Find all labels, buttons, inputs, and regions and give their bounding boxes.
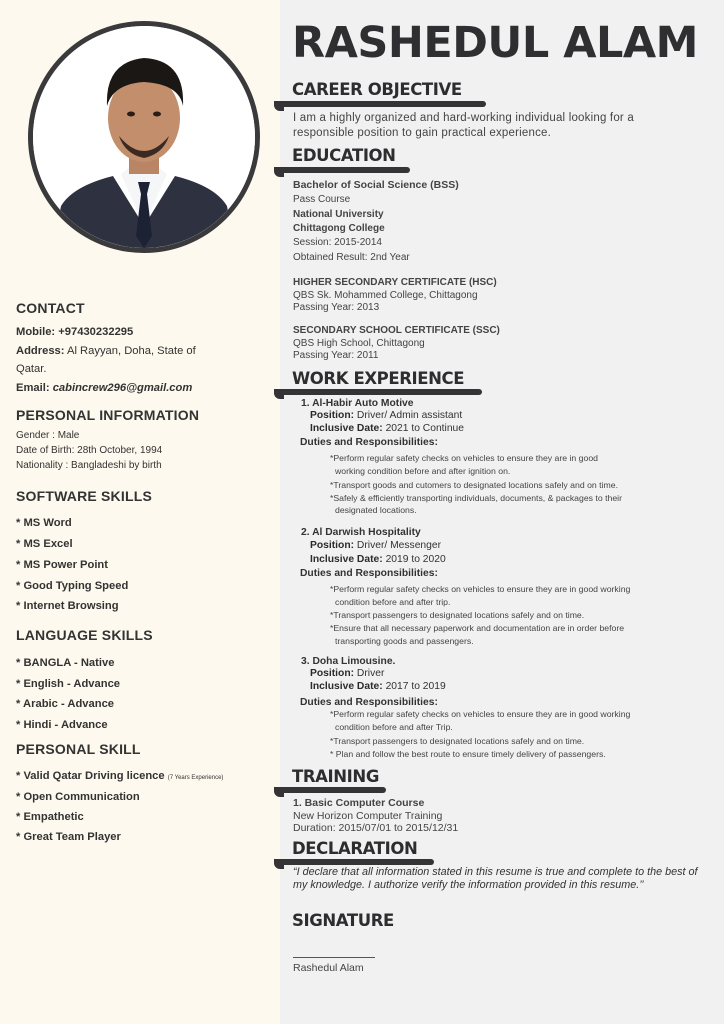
duty-line: working condition before and after ignition on. — [335, 466, 511, 476]
language-skill-item: * English - Advance — [16, 678, 121, 690]
mobile-value: +97430232295 — [58, 326, 134, 338]
work-experience-heading: WORK EXPERIENCE — [292, 369, 465, 388]
job-title: 1. Al-Habir Auto Motive — [301, 398, 414, 409]
bss-title: Bachelor of Social Science (BSS) — [293, 179, 459, 191]
personal-skill-item: * Great Team Player — [16, 831, 121, 843]
software-skill-item: * MS Word — [16, 517, 72, 529]
duty-line: *Perform regular safety checks on vehicles to ensure they are in good — [330, 453, 599, 463]
personal-skill-driving — [16, 767, 223, 788]
personal-skill-item: * Empathetic — [16, 811, 84, 823]
personal-info-gender: Gender : Male — [16, 430, 80, 441]
section-underline — [276, 167, 410, 173]
ssc-school: QBS High School, Chittagong — [293, 338, 425, 349]
personal-info-dob: Date of Birth: 28th October, 1994 — [16, 445, 163, 456]
position-value: Driver — [356, 668, 385, 679]
ssc-year: Passing Year: 2011 — [293, 350, 379, 361]
training-duration: Duration: 2015/07/01 to 2015/12/31 — [293, 822, 459, 834]
duty-line: *Safely & efficiently transporting individuals, documents, & packages to their — [330, 493, 622, 503]
duty-line: *Transport goods and cutomers to designated locations safely and on time. — [330, 480, 618, 490]
address-line1: Al Rayyan, Doha, State of — [67, 345, 196, 357]
job-date — [310, 553, 446, 567]
career-objective-line2: responsible position to gain practical experience. — [293, 127, 552, 139]
position-value: Driver/ Messenger — [356, 540, 442, 551]
contact-address-line2: Qatar. — [16, 363, 47, 375]
driving-licence-note: (7 Years Experience) — [167, 775, 224, 781]
training-institute: New Horizon Computer Training — [293, 810, 443, 822]
ssc-title: SECONDARY SCHOOL CERTIFICATE (SSC) — [293, 325, 500, 336]
date-label: Inclusive Date: — [310, 681, 383, 692]
hsc-year: Passing Year: 2013 — [293, 302, 380, 313]
language-skill-item: * Arabic - Advance — [16, 698, 115, 710]
software-skills-heading: SOFTWARE SKILLS — [16, 488, 152, 504]
software-skill-item: * Good Typing Speed — [16, 580, 129, 592]
position-value: Driver/ Admin assistant — [356, 410, 463, 421]
duty-line: *Transport passengers to designated locations safely and on time. — [330, 736, 585, 746]
address-label: Address: — [16, 345, 65, 357]
contact-heading: CONTACT — [16, 300, 85, 316]
duties-label: Duties and Responsibilities: — [300, 697, 438, 708]
personal-skill-heading: PERSONAL SKILL — [16, 741, 141, 757]
signature-line — [293, 957, 375, 958]
contact-email — [16, 379, 192, 398]
education-heading: EDUCATION — [292, 146, 396, 165]
bss-course: Pass Course — [293, 194, 351, 205]
section-underline — [276, 859, 434, 865]
duty-line: condition before and after Trip. — [335, 722, 453, 732]
job-title: 3. Doha Limousine. — [301, 656, 396, 667]
date-value: 2019 to 2020 — [385, 554, 446, 565]
resume-name: RASHEDUL ALAM — [292, 18, 698, 68]
position-label: Position: — [310, 668, 355, 679]
job-title: 2. Al Darwish Hospitality — [301, 527, 421, 538]
section-underline — [276, 787, 386, 793]
duty-line: *Perform regular safety checks on vehicles to ensure they are in good working — [330, 584, 631, 594]
declaration-heading: DECLARATION — [292, 839, 418, 858]
hsc-title: HIGHER SECONDARY CERTIFICATE (HSC) — [293, 277, 497, 288]
section-underline — [276, 101, 486, 107]
personal-skill-item: * Open Communication — [16, 791, 140, 803]
date-label: Inclusive Date: — [310, 554, 383, 565]
position-label: Position: — [310, 410, 355, 421]
bss-result: Obtained Result: 2nd Year — [293, 252, 410, 263]
email-label: Email: — [16, 382, 50, 394]
job-position — [310, 667, 384, 681]
section-underline — [276, 389, 482, 395]
date-value: 2017 to 2019 — [385, 681, 446, 692]
language-skills-heading: LANGUAGE SKILLS — [16, 627, 153, 643]
email-value: cabincrew296@gmail.com — [52, 382, 193, 394]
duty-line: transporting goods and passengers. — [335, 636, 474, 646]
personal-info-nationality: Nationality : Bangladeshi by birth — [16, 460, 162, 471]
job-position — [310, 539, 441, 553]
bss-college: Chittagong College — [293, 223, 385, 234]
language-skill-item: * BANGLA - Native — [16, 657, 115, 669]
language-skill-item: * Hindi - Advance — [16, 719, 108, 731]
contact-mobile — [16, 323, 133, 342]
software-skill-item: * Internet Browsing — [16, 600, 119, 612]
job-date — [310, 680, 446, 694]
career-objective-heading: CAREER OBJECTIVE — [292, 80, 462, 99]
duty-line: designated locations. — [335, 505, 417, 515]
personal-info-heading: PERSONAL INFORMATION — [16, 407, 200, 423]
driving-licence-text: * Valid Qatar Driving licence — [16, 770, 165, 782]
job-date — [310, 422, 464, 436]
contact-address — [16, 342, 196, 361]
signature-heading: SIGNATURE — [292, 911, 394, 930]
declaration-text: “I declare that all information stated in this resume is true and complete to the best of my knowledge. I authorize verify the information provided in this resume.’’ — [293, 866, 698, 892]
software-skill-item: * MS Excel — [16, 538, 73, 550]
signature-name: Rashedul Alam — [293, 962, 364, 974]
duty-line: *Transport passengers to designated locations safely and on time. — [330, 610, 585, 620]
training-course: 1. Basic Computer Course — [293, 797, 425, 809]
career-objective-line1: I am a highly organized and hard-working individual looking for a — [293, 112, 634, 124]
duty-line: *Ensure that all necessary paperwork and documentation are in order before — [330, 623, 625, 633]
job-position — [310, 409, 462, 423]
hsc-college: QBS Sk. Mohammed College, Chittagong — [293, 290, 478, 301]
bss-university: National University — [293, 209, 384, 220]
duties-label: Duties and Responsibilities: — [300, 437, 438, 448]
training-heading: TRAINING — [292, 767, 379, 786]
duty-line: * Plan and follow the best route to ensure timely delivery of passengers. — [330, 749, 606, 759]
duty-line: *Perform regular safety checks on vehicles to ensure they are in good working — [330, 709, 631, 719]
mobile-label: Mobile: — [16, 326, 56, 338]
position-label: Position: — [310, 540, 355, 551]
profile-photo — [28, 21, 260, 253]
software-skill-item: * MS Power Point — [16, 559, 108, 571]
duties-label: Duties and Responsibilities: — [300, 568, 438, 579]
date-label: Inclusive Date: — [310, 423, 383, 434]
date-value: 2021 to Continue — [385, 423, 464, 434]
bss-session: Session: 2015-2014 — [293, 237, 382, 248]
duty-line: condition before and after trip. — [335, 597, 451, 607]
